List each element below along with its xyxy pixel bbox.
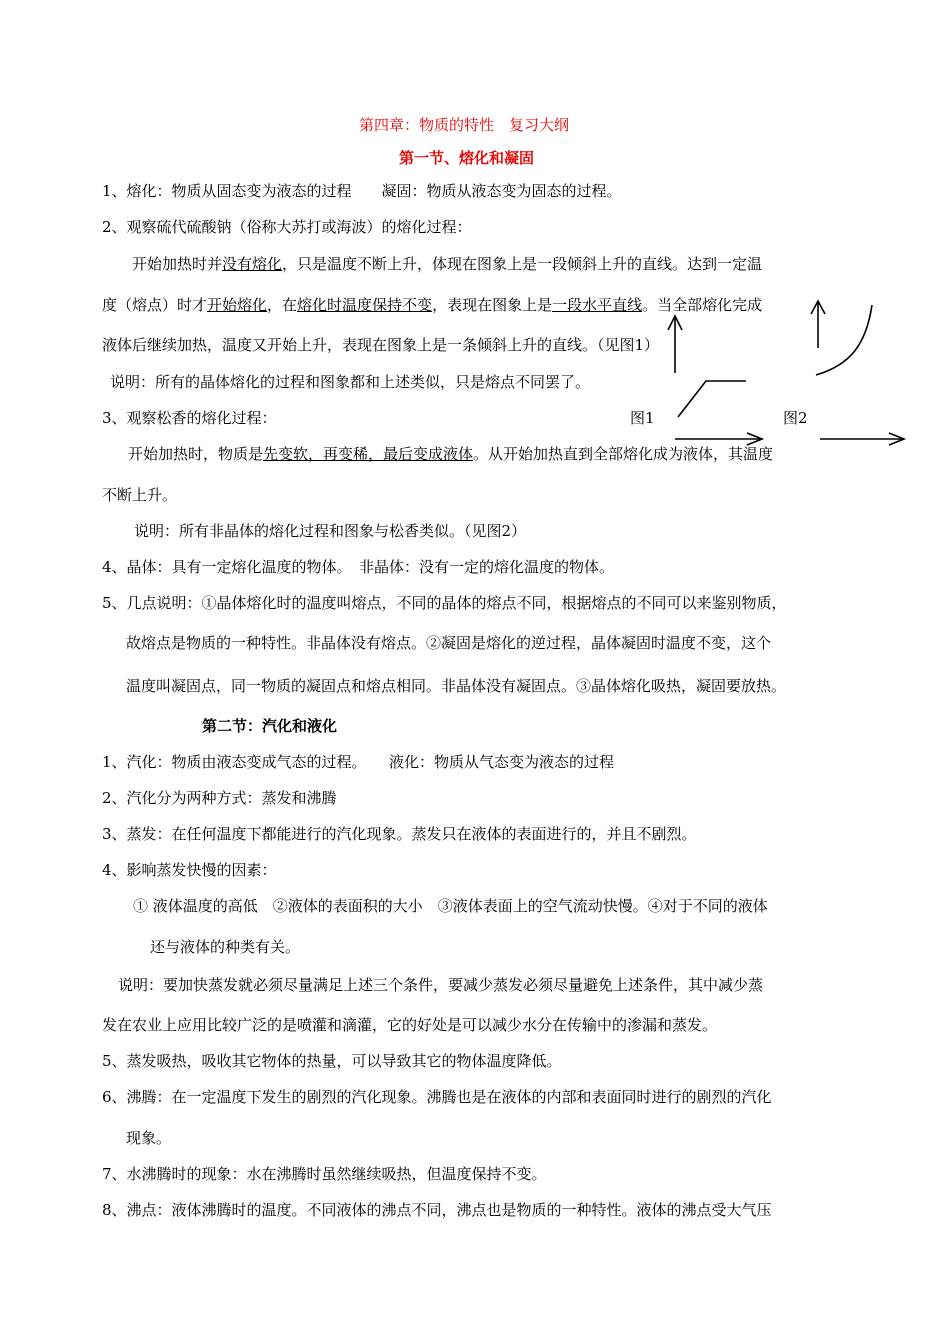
s2-line-5: 5、蒸发吸热，吸收其它物体的热量，可以导致其它的物体温度降低。 (102, 1052, 562, 1070)
fig2-melting-curve (816, 305, 872, 375)
s1-line-1: 1、熔化：物质从固态变为液态的过程 凝固：物质从液态变为固态的过程。 (102, 182, 622, 200)
fig2-x-arrowhead (889, 433, 904, 445)
s2-line-4b: 还与液体的种类有关。 (150, 938, 301, 956)
s2-line-6b: 现象。 (126, 1129, 172, 1147)
s1-line-5b: 故熔点是物质的一种特性。非晶体没有熔点。②凝固是熔化的逆过程，晶体凝固时温度不变，这个 (126, 634, 772, 652)
text: 开始加热时，物质是 (128, 445, 264, 463)
s2-line-1: 1、汽化：物质由液态变成气态的过程。 液化：物质从气态变为液态的过程 (102, 753, 615, 771)
s1-line-3: 3、观察松香的熔化过程： (102, 409, 277, 427)
underlined-text: 开始熔化 (207, 296, 268, 314)
section-2-heading: 第二节：汽化和液化 (202, 717, 338, 735)
text: ，在 (267, 296, 298, 314)
s2-line-4: 4、影响蒸发快慢的因素： (102, 861, 277, 879)
s2-line-8: 8、沸点：液体沸腾时的温度。不同液体的沸点不同，沸点也是物质的一种特性。液体的沸点受大气压 (102, 1201, 772, 1219)
s2-line-3: 3、蒸发：在任何温度下都能进行的汽化现象。蒸发只在液体的表面进行的，并且不剧烈。 (102, 825, 697, 843)
text: 。从开始加热直到全部熔化成为液体，其温度 (473, 445, 774, 463)
s1-para-4 (128, 444, 773, 464)
s2-note-1: 说明：要加快蒸发就必须尽量满足上述三个条件，要减少蒸发必须尽量避免上述条件，其中减少蒸 (118, 976, 764, 994)
s2-line-6a: 6、沸腾：在一定温度下发生的剧烈的汽化现象。沸腾也是在液体的内部和表面同时进行的剧烈的汽化 (102, 1088, 772, 1106)
text: 度（熔点）时才 (102, 296, 208, 314)
s1-line-5c: 温度叫凝固点，同一物质的凝固点和熔点相同。非晶体没有凝固点。③晶体熔化吸热，凝固要放热。 (126, 677, 787, 695)
fig2-y-arrowhead (811, 301, 825, 314)
section-1-heading: 第一节、熔化和凝固 (399, 149, 535, 167)
underlined-text: 一段水平直线 (552, 296, 643, 314)
s2-line-7: 7、水沸腾时的现象：水在沸腾时虽然继续吸热，但温度保持不变。 (102, 1165, 547, 1183)
text: ，只是温度不断上升，体现在图象上是一段倾斜上升的直线。达到一定温 (282, 255, 763, 273)
s1-line-4: 4、晶体：具有一定熔化温度的物体。 非晶体：没有一定的熔化温度的物体。 (102, 558, 615, 576)
s1-note-1: 说明：所有的晶体熔化的过程和图象都和上述类似，只是熔点不同罢了。 (110, 373, 591, 391)
figure-1-crystal-graph (668, 316, 762, 445)
s1-note-2: 说明：所有非晶体的熔化过程和图象与松香类似。（见图2） (134, 522, 527, 540)
s1-para-5: 不断上升。 (102, 486, 178, 504)
figure-1-caption: 图1 (630, 409, 655, 427)
s1-line-5a: 5、几点说明：①晶体熔化时的温度叫熔点，不同的晶体的熔点不同，根据熔点的不同可以来鉴别物质， (102, 594, 787, 612)
underlined-text: 没有熔化 (222, 255, 283, 273)
s2-line-4a: ① 液体温度的高低 ②液体的表面积的大小 ③液体表面上的空气流动快慢。④对于不同的液体 (133, 897, 768, 915)
figure-2-amorphous-graph (811, 301, 904, 445)
underlined-text: 先变软，再变稀，最后变成液体 (263, 445, 474, 463)
fig1-melting-curve (678, 381, 746, 417)
s2-note-2: 发在农业上应用比较广泛的是喷灌和滴灌，它的好处是可以减少水分在传输中的渗漏和蒸发。 (102, 1016, 718, 1034)
s2-line-2: 2、汽化分为两种方式：蒸发和沸腾 (102, 789, 337, 807)
figure-2-caption: 图2 (783, 409, 808, 427)
text: 。当全部熔化完成 (642, 296, 763, 314)
fig1-y-arrowhead (668, 316, 682, 330)
text: 开始加热时并 (132, 255, 223, 273)
text: ，表现在图象上是 (432, 296, 553, 314)
s1-line-2: 2、观察硫代硫酸钠（俗称大苏打或海波）的熔化过程： (102, 218, 472, 236)
page-title: 第四章：物质的特性 复习大纲 (359, 116, 570, 134)
s1-para-1 (132, 254, 762, 274)
s1-para-2 (102, 295, 762, 315)
s1-para-3: 液体后继续加热，温度又开始上升，表现在图象上是一条倾斜上升的直线。（见图1） (102, 336, 660, 354)
underlined-text: 熔化时温度保持不变 (297, 296, 433, 314)
